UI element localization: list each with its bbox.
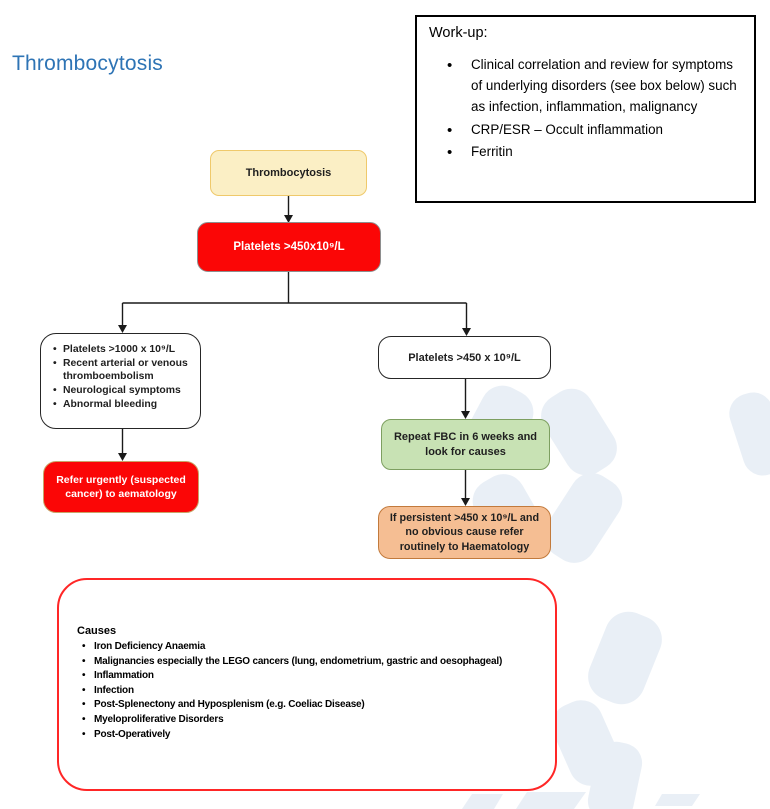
arrow-down-icon [461, 411, 470, 419]
causes-title: Causes [77, 625, 117, 637]
node-urgent-criteria [40, 333, 201, 429]
cause-item: • Infection [94, 684, 543, 699]
causes-box [57, 578, 557, 791]
criteria-item: • Neurological symptoms [63, 384, 197, 397]
criteria-item: • Abnormal bleeding [63, 398, 197, 411]
node-thrombocytosis: Thrombocytosis [210, 150, 367, 196]
arrow-down-icon [118, 453, 127, 461]
page-title: Thrombocytosis [12, 52, 164, 75]
cause-item: • Iron Deficiency Anaemia [94, 640, 543, 655]
node-refer-urgently: Refer urgently (suspected cancer) to aematology [43, 461, 199, 513]
cause-item: • Post-Splenectony and Hyposplenism (e.g. Coeliac Disease) [94, 698, 543, 713]
arrow-down-icon [461, 498, 470, 506]
cause-item: • Post-Operatively [94, 728, 543, 743]
urgent-criteria-list [48, 343, 197, 413]
criteria-item: • Platelets >1000 x 10⁹/L [63, 343, 197, 356]
workup-item: • CRP/ESR – Occult inflammation [471, 119, 739, 140]
node-persistent-refer: If persistent >450 x 10⁹/L and no obvious cause refer routinely to Haematology [378, 506, 551, 559]
causes-list [77, 640, 543, 742]
node-repeat-fbc: Repeat FBC in 6 weeks and look for causes [381, 419, 550, 470]
workup-list [429, 54, 746, 162]
workup-title: Work-up: [429, 25, 488, 41]
node-platelets-over-450: Platelets >450x10⁹/L [197, 222, 381, 272]
node-platelets-450-check: Platelets >450 x 10⁹/L [378, 336, 551, 379]
workup-box [415, 15, 756, 203]
cause-item: • Malignancies especially the LEGO cancers (lung, endometrium, gastric and oesophageal) [94, 655, 543, 670]
criteria-item: • Recent arterial or venous thromboembolism [63, 357, 197, 383]
arrow-down-icon [118, 325, 127, 333]
workup-item: • Clinical correlation and review for symptoms of underlying disorders (see box below) such as infection, inflammation, malignancy [471, 54, 739, 118]
cause-item: • Myeloproliferative Disorders [94, 713, 543, 728]
cause-item: • Inflammation [94, 669, 543, 684]
arrow-down-icon [462, 328, 471, 336]
workup-item: • Ferritin [471, 141, 739, 162]
